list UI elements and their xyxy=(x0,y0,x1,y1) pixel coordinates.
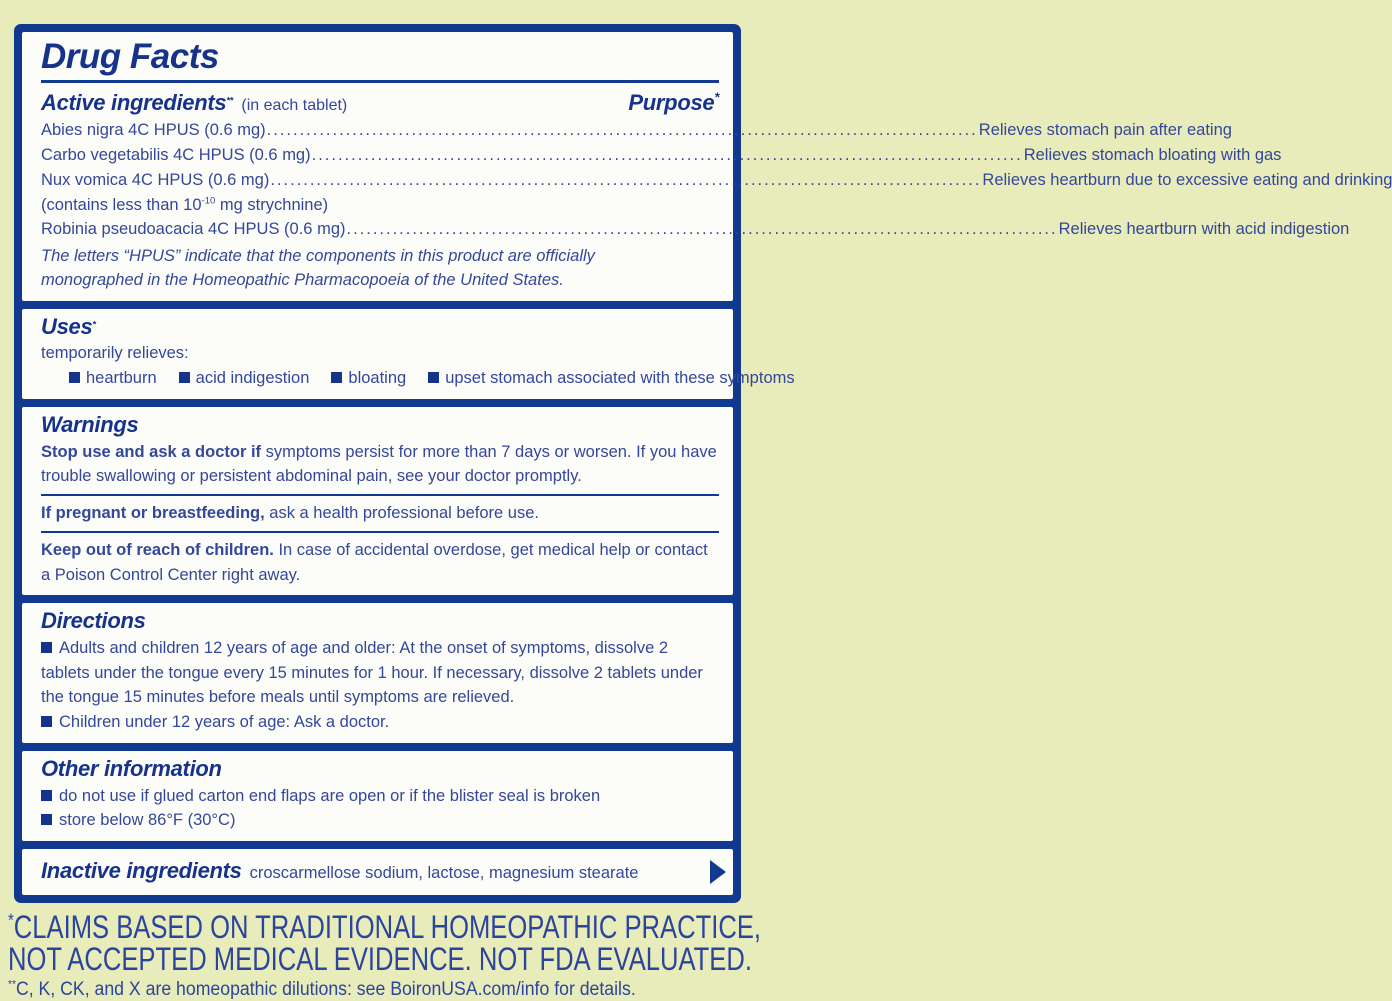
warnings-stop-use-text: symptoms persist for more than 7 days or worsen. If you have trouble swallowing or persistent abdominal pain, see your doctor promptly. xyxy=(41,442,717,486)
leader-dots xyxy=(267,118,978,143)
ingredient-purpose: Relieves heartburn due to excessive eating and drinking xyxy=(982,170,1392,189)
strychnine-exponent: -10 xyxy=(201,195,216,207)
section-other-information xyxy=(22,751,733,841)
inactive-ingredients-row xyxy=(41,857,719,886)
active-heading-text: Active ingredients xyxy=(41,90,227,116)
other-information-item-text: do not use if glued carton end flaps are open or if the blister seal is broken xyxy=(59,786,601,805)
ingredient-row xyxy=(41,118,1232,143)
warnings-pregnant-text: ask a health professional before use. xyxy=(264,504,539,523)
warnings-children xyxy=(41,538,719,588)
uses-intro: temporarily relieves: xyxy=(41,344,189,363)
uses-bullet-item xyxy=(69,366,157,391)
directions-item-text: Adults and children 12 years of age and older: At the onset of symptoms, dissolve 2 tablets under the tongue every 15 minutes for 1 hour. If necessary, dissolve 2 tablets under the tongue 15 minutes before meals until symptoms are relieved. xyxy=(41,638,703,707)
right-arrow-icon xyxy=(710,860,726,884)
uses-bullet-item xyxy=(331,366,406,391)
purpose-heading-text: Purpose xyxy=(628,90,715,116)
strychnine-note xyxy=(41,193,719,218)
dilutions-footnote-text: C, K, CK, and X are homeopathic dilutions: see BoironUSA.com/info for details. xyxy=(15,979,636,1001)
inactive-ingredients-text: croscarmellose sodium, lactose, magnesium stearate xyxy=(249,864,639,883)
inactive-ingredients-heading: Inactive ingredients xyxy=(41,858,242,884)
leader-dots xyxy=(270,168,981,193)
purpose-footnote-marker: * xyxy=(714,89,719,105)
warnings-divider xyxy=(41,531,719,533)
directions-item xyxy=(41,710,719,735)
dilutions-footnote-marker: ** xyxy=(8,978,16,991)
drug-facts-label xyxy=(14,24,1392,903)
active-ingredients-header xyxy=(41,89,719,118)
warnings-stop-use-lead: Stop use and ask a doctor if xyxy=(41,442,262,461)
square-bullet-icon xyxy=(41,716,52,727)
ingredient-name: Robinia pseudoacacia 4C HPUS (0.6 mg) xyxy=(41,220,346,239)
ingredient-purpose: Relieves heartburn with acid indigestion xyxy=(1058,220,1350,239)
section-directions xyxy=(22,603,733,743)
claims-disclaimer-line2: NOT ACCEPTED MEDICAL EVIDENCE. NOT FDA EVALUATED. xyxy=(8,941,752,978)
ingredient-purpose: Relieves stomach bloating with gas xyxy=(1023,146,1282,165)
ingredient-name: Abies nigra 4C HPUS (0.6 mg) xyxy=(41,121,266,140)
dilutions-footnote xyxy=(8,979,703,1001)
section-inactive-ingredients xyxy=(22,849,733,895)
warnings-stop-use xyxy=(41,440,719,490)
ingredient-name: Carbo vegetabilis 4C HPUS (0.6 mg) xyxy=(41,146,311,165)
section-uses xyxy=(22,309,795,399)
uses-bullet-item xyxy=(428,366,794,391)
square-bullet-icon xyxy=(331,372,342,383)
uses-footnote-marker: * xyxy=(92,319,96,330)
other-information-item-text: store below 86°F (30°C) xyxy=(59,811,236,830)
ingredient-row xyxy=(41,143,1282,168)
claims-footnote-marker: * xyxy=(8,909,14,931)
other-information-item xyxy=(41,808,719,833)
uses-heading xyxy=(41,313,719,342)
hpus-explanation-line1: The letters “HPUS” indicate that the components in this product are officially xyxy=(41,247,595,266)
hpus-explanation xyxy=(41,245,719,293)
ingredient-row xyxy=(41,168,1392,193)
leader-dots xyxy=(312,143,1023,168)
active-ingredients-heading xyxy=(41,89,347,118)
other-information-item xyxy=(41,784,719,809)
ingredient-purpose: Relieves stomach pain after eating xyxy=(978,121,1232,140)
active-heading-footnote-marker: ** xyxy=(226,95,233,106)
drug-facts-title: Drug Facts xyxy=(41,37,219,76)
leader-dots xyxy=(347,217,1058,242)
uses-bullet-label: heartburn xyxy=(86,369,157,388)
warnings-children-text: In case of accidental overdose, get medical help or contact a Poison Control Center right away. xyxy=(41,540,708,584)
square-bullet-icon xyxy=(41,790,52,801)
warnings-pregnant-lead: If pregnant or breastfeeding, xyxy=(41,504,265,523)
square-bullet-icon xyxy=(179,372,190,383)
strychnine-note-suffix: mg strychnine) xyxy=(215,195,329,214)
purpose-heading xyxy=(628,89,719,118)
directions-heading: Directions xyxy=(41,608,146,634)
warnings-heading: Warnings xyxy=(41,411,139,437)
section-active-ingredients xyxy=(22,32,1392,301)
other-information-heading: Other information xyxy=(41,755,222,781)
strychnine-note-prefix: (contains less than 10 xyxy=(41,195,202,214)
footnotes xyxy=(8,908,762,1001)
warnings-children-lead: Keep out of reach of children. xyxy=(41,540,274,559)
section-warnings xyxy=(22,407,733,595)
ingredient-row xyxy=(41,217,1350,242)
square-bullet-icon xyxy=(41,814,52,825)
square-bullet-icon xyxy=(69,372,80,383)
warnings-pregnant xyxy=(41,501,719,526)
in-each-tablet-note: (in each tablet) xyxy=(241,97,348,115)
title-divider xyxy=(41,80,719,83)
claims-disclaimer-line1 xyxy=(8,908,762,945)
ingredient-name: Nux vomica 4C HPUS (0.6 mg) xyxy=(41,170,270,189)
uses-bullet-label: upset stomach associated with these symptoms xyxy=(445,369,795,388)
directions-item xyxy=(41,636,719,710)
uses-bullet-item xyxy=(179,366,310,391)
uses-bullet-list xyxy=(69,366,795,391)
square-bullet-icon xyxy=(41,642,52,653)
uses-bullet-label: acid indigestion xyxy=(195,369,310,388)
warnings-divider xyxy=(41,494,719,496)
directions-item-text: Children under 12 years of age: Ask a doctor. xyxy=(59,713,390,732)
hpus-explanation-line2: monographed in the Homeopathic Pharmacopoeia of the United States. xyxy=(41,270,564,289)
square-bullet-icon xyxy=(428,372,439,383)
uses-bullet-label: bloating xyxy=(348,369,407,388)
claims-line1-text: CLAIMS BASED ON TRADITIONAL HOMEOPATHIC PRACTICE, xyxy=(13,908,762,945)
uses-heading-text: Uses xyxy=(41,313,93,339)
